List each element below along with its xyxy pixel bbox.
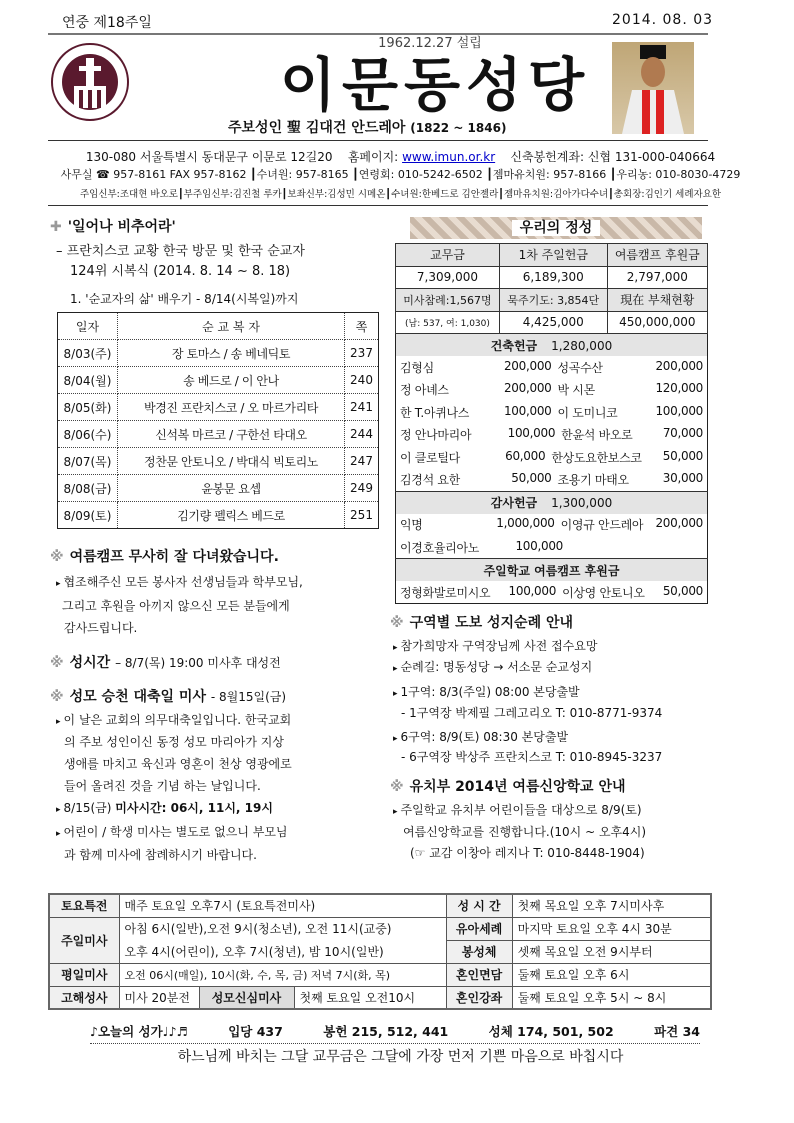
donor-name: 정 아녜스 [400, 383, 449, 398]
martyr-row [58, 367, 379, 394]
schedule-value: 둘째 토요일 오후 6시 [512, 963, 711, 986]
schedule-label: 혼인강좌 [446, 986, 512, 1009]
offering-section-header [396, 559, 708, 582]
donation-amount: 200,000 [655, 516, 703, 531]
offering-value: 6,189,300 [499, 266, 607, 289]
section-title-rise: ✚ '일어나 비추어라' [50, 219, 176, 235]
section-title-holy-hour: ※ 성시간 – 8/7(목) 19:00 미사후 대성전 [50, 655, 281, 671]
pilgrimage-text: ▸ 참가희망자 구역장님께 사전 접수요망 [393, 636, 597, 658]
assumption-text: 생애를 마치고 육신과 영혼이 천상 영광에로 [64, 757, 292, 771]
patron-portrait [612, 42, 694, 134]
hymn-communion: 성체 174, 501, 502 [488, 1024, 614, 1039]
donor-row [396, 514, 708, 537]
parish-logo [50, 42, 130, 122]
schedule-value: 오후 4시(어린이), 오후 7시(청년), 밤 10시(일반) [119, 940, 446, 963]
beatification-line: – 프란치스코 교황 한국 방문 및 한국 순교자 [56, 244, 305, 259]
homepage-label: 홈페이지: [347, 150, 399, 164]
offering-header: 교무금 [396, 244, 500, 267]
offering-section-total: 1,300,000 [551, 496, 613, 510]
section-title-kindergarten: ※ 유치부 2014년 여름신앙학교 안내 [390, 779, 626, 795]
offering-value: 2,797,000 [607, 266, 707, 289]
donation-amount [647, 539, 703, 556]
martyr-page: 241 [345, 394, 379, 421]
divider [48, 205, 708, 206]
donation-amount: 100,000 [507, 426, 556, 441]
parish-title: 이문동성당 [279, 51, 591, 119]
debt-value: 450,000,000 [607, 311, 707, 334]
martyr-names: 신석복 마르코 / 구한선 타대오 [118, 421, 345, 448]
rosary-value: 4,425,000 [499, 311, 607, 334]
martyr-date: 8/08(금) [58, 475, 118, 502]
martyr-study-item: 1. '순교자의 삶' 배우기 - 8/14(시복일)까지 [70, 292, 299, 306]
mass-schedule-table [48, 893, 712, 1010]
beatification-date: 124위 시복식 (2014. 8. 14 ~ 8. 18) [70, 264, 291, 279]
donor-name: 이 도미니코 [557, 405, 618, 420]
offering-table [395, 243, 708, 604]
col-header: 쪽 [345, 313, 379, 340]
offering-section-header [396, 334, 708, 357]
schedule-label: 봉성체 [446, 940, 512, 963]
martyr-names: 송 베드로 / 이 안나 [118, 367, 345, 394]
clergy-line: 주임신부:조대현 바오로┃부주임신부:김진철 루카┃보좌신부:김성민 시메온┃수녀원:한베드로 김안젤라┃젬마유치원:김아가다수녀┃총회장:김인기 세례자요한 [79, 189, 722, 200]
donor-name: 성곡수산 [557, 360, 603, 375]
hymn-line [90, 1022, 700, 1044]
offering-header: 1차 주일헌금 [499, 244, 607, 267]
section-title-assumption: ※ 성모 승천 대축일 미사 - 8월15일(금) [50, 689, 287, 705]
martyr-names: 정찬문 안토니오 / 박대식 빅토리노 [118, 448, 345, 475]
schedule-label: 고해성사 [49, 986, 119, 1009]
martyr-date: 8/05(화) [58, 394, 118, 421]
kindergarten-text: 여름신앙학교를 진행합니다.(10시 ~ 오후4시) [403, 825, 647, 839]
donation-amount: 50,000 [662, 583, 704, 598]
offering-section-label: 건축헌금 [490, 338, 538, 353]
offering-section-label: 주일학교 여름캠프 후원금 [483, 563, 620, 578]
schedule-label: 평일미사 [49, 963, 119, 986]
offering-section-label: 감사헌금 [490, 496, 538, 510]
attendance: 미사참례:1,567명 [396, 289, 500, 312]
hymn-offertory: 봉헌 215, 512, 441 [323, 1024, 449, 1039]
donor-name: 정형화발로미시오 [400, 585, 491, 600]
assumption-text: 의 주보 성인이신 동정 성모 마리아가 지상 [64, 735, 284, 749]
donation-amount: 1,000,000 [496, 516, 555, 531]
donor-row [396, 536, 708, 559]
donor-name: 이상영 안토니오 [562, 585, 645, 600]
donation-amount: 70,000 [662, 426, 704, 441]
martyr-page: 237 [345, 340, 379, 367]
contact-line-2: 사무실 ☎ 957-8161 FAX 957-8162 ┃수녀원: 957-8165 ┃연령회: 010-5242-6502 ┃젬마유치원: 957-8166 ┃우리농: 010-8030-4729 [60, 168, 741, 181]
contact-line-1 [48, 148, 753, 165]
schedule-label: 혼인면담 [446, 963, 512, 986]
schedule-value: 둘째 토요일 오후 5시 ~ 8시 [512, 986, 711, 1009]
offering-section-total: 1,280,000 [551, 338, 613, 353]
martyr-date: 8/03(주) [58, 340, 118, 367]
donor-name [563, 539, 647, 556]
schedule-value: 아침 6시(일반),오전 9시(청소년), 오전 11시(교중) [119, 917, 446, 940]
donor-name: 이 클로틸다 [400, 450, 460, 465]
martyr-row [58, 421, 379, 448]
donation-amount: 200,000 [503, 358, 552, 373]
martyr-date: 8/06(수) [58, 421, 118, 448]
donation-amount: 200,000 [503, 381, 552, 396]
asterisk-icon: ※ [390, 615, 404, 631]
donation-amount: 100,000 [508, 583, 557, 598]
donor-name: 익명 [400, 518, 423, 533]
col-header: 일자 [58, 313, 118, 340]
asterisk-icon: ※ [50, 549, 64, 565]
donor-row [396, 401, 708, 424]
martyr-date: 8/04(월) [58, 367, 118, 394]
donor-name: 조용기 마태오 [557, 473, 629, 487]
camp-text: 감사드립니다. [64, 621, 138, 635]
donor-name: 한윤석 바오로 [561, 428, 633, 443]
assumption-text: 들어 올려진 것을 기념 하는 날입니다. [64, 779, 261, 793]
martyr-names: 김기량 펠릭스 베드로 [118, 502, 345, 529]
donation-amount: 100,000 [503, 403, 552, 418]
martyr-row [58, 475, 379, 502]
martyr-page: 251 [345, 502, 379, 529]
donor-row [396, 356, 708, 379]
martyr-row [58, 448, 379, 475]
donor-row [396, 581, 708, 604]
patron-saint [228, 119, 506, 137]
donor-row [396, 379, 708, 402]
assumption-mass-times: ▸ 8/15(금) 미사시간: 06시, 11시, 19시 [56, 798, 273, 820]
offering-header: 여름캠프 후원금 [607, 244, 707, 267]
donor-row [396, 446, 708, 469]
schedule-label: 유아세례 [446, 917, 512, 940]
week-label: 연중 제18주일 [62, 15, 152, 31]
donation-amount: 50,000 [511, 471, 552, 485]
martyr-row [58, 502, 379, 529]
hymn-recessional: 파견 34 [654, 1024, 700, 1039]
martyr-page: 244 [345, 421, 379, 448]
hymn-entrance: 입당 437 [228, 1024, 283, 1039]
homepage-link[interactable]: www.imun.or.kr [402, 150, 496, 164]
donor-name: 한상도요한보스코 [551, 450, 642, 465]
cross-icon: ✚ [50, 219, 62, 235]
pilgrimage-text: ▸ 순례길: 명동성당 → 서소문 순교성지 [393, 657, 592, 679]
assumption-note: ▸ 어린이 / 학생 미사는 별도로 없으니 부모님 [56, 822, 288, 844]
martyr-names: 장 토마스 / 송 베네딕토 [118, 340, 345, 367]
account-number: 신축봉헌계좌: 신협 131-000-040664 [510, 150, 716, 164]
martyr-names: 박경진 프란치스코 / 오 마르가리타 [118, 394, 345, 421]
founded-date: 1962.12.27 설립 [378, 36, 482, 51]
debt-label: 現在 부채현황 [607, 289, 707, 312]
patron-name: 주보성인 聖 김대건 안드레아 [228, 120, 406, 136]
divider [48, 33, 708, 35]
donation-amount: 100,000 [655, 403, 703, 418]
donation-amount: 30,000 [662, 471, 703, 485]
martyrs-table [57, 312, 379, 529]
schedule-label: 성모신심미사 [199, 986, 294, 1009]
col-header: 순 교 복 자 [118, 313, 345, 340]
asterisk-icon: ※ [390, 779, 404, 795]
donor-row [396, 424, 708, 447]
donor-name: 한 T.아퀴나스 [400, 405, 470, 420]
martyr-date: 8/07(목) [58, 448, 118, 475]
patron-years: (1822 ~ 1846) [410, 121, 507, 135]
donor-name: 김경석 요한 [400, 473, 460, 487]
martyr-page: 240 [345, 367, 379, 394]
donation-amount: 200,000 [655, 358, 703, 373]
divider [48, 140, 708, 141]
donor-name: 이영규 안드레아 [560, 518, 644, 533]
offering-value: 7,309,000 [396, 266, 500, 289]
camp-text: 그리고 후원을 아끼지 않으신 모든 분들에게 [62, 599, 290, 613]
schedule-value: 미사 20분전 [119, 986, 199, 1009]
section-title-camp: ※ 여름캠프 무사히 잘 다녀왔습니다. [50, 549, 279, 565]
offering-section-header [396, 491, 708, 514]
schedule-value: 오전 06시(매일), 10시(화, 수, 목, 금) 저녁 7시(화, 목) [119, 963, 446, 986]
kindergarten-contact: (☞ 교감 이창아 레지나 T: 010-8448-1904) [410, 846, 645, 860]
schedule-value: 첫째 목요일 오후 7시미사후 [512, 894, 711, 917]
donation-amount: 100,000 [515, 538, 563, 553]
donation-amount: 120,000 [655, 381, 703, 396]
donation-amount: 60,000 [505, 448, 546, 463]
camp-text: ▸ 협조해주신 모든 봉사자 선생님들과 학부모님, [56, 572, 303, 594]
closing-motto: 하느님께 바치는 그달 교무금은 그달에 가장 먼저 기쁜 마음으로 바칩시다 [177, 1049, 624, 1065]
section-title-pilgrimage: ※ 구역별 도보 성지순례 안내 [390, 615, 574, 631]
rosary-count: 묵주기도: 3,854단 [499, 289, 607, 312]
schedule-label: 성 시 간 [446, 894, 512, 917]
offering-banner: 우리의 정성 [410, 217, 702, 239]
schedule-label: 주일미사 [49, 917, 119, 963]
martyr-page: 249 [345, 475, 379, 502]
schedule-value: 마지막 토요일 오후 4시 30분 [512, 917, 711, 940]
assumption-note: 과 함께 미사에 참례하시기 바랍니다. [64, 848, 257, 862]
zone6-leader: - 6구역장 박상주 프란치스코 T: 010-8945-3237 [401, 750, 663, 764]
martyr-date: 8/09(토) [58, 502, 118, 529]
zone6-schedule: ▸ 6구역: 8/9(토) 08:30 본당출발 [393, 727, 568, 749]
schedule-label: 토요특전 [49, 894, 119, 917]
donor-row [396, 469, 708, 492]
assumption-text: ▸ 이 날은 교회의 의무대축일입니다. 한국교회 [56, 710, 291, 732]
bulletin-date: 2014. 08. 03 [612, 12, 714, 28]
schedule-value: 셋째 목요일 오전 9시부터 [512, 940, 711, 963]
address: 130-080 서울특별시 동대문구 이문로 12길20 [85, 150, 333, 164]
schedule-value: 매주 토요일 오후7시 (토요특전미사) [119, 894, 446, 917]
donor-name: 이경호율리아노 [400, 540, 480, 555]
martyr-row [58, 394, 379, 421]
asterisk-icon: ※ [50, 655, 64, 671]
martyr-page: 247 [345, 448, 379, 475]
hymn-label: ♪오늘의 성가♩♪♬ [90, 1024, 188, 1039]
donor-name: 김형심 [400, 360, 434, 375]
attendance-breakdown: (남: 537, 여: 1,030) [396, 311, 500, 334]
donation-amount: 50,000 [662, 448, 703, 463]
zone1-leader: - 1구역장 박제필 그레고리오 T: 010-8771-9374 [401, 706, 663, 720]
martyr-row [58, 340, 379, 367]
martyr-names: 윤봉문 요셉 [118, 475, 345, 502]
kindergarten-text: ▸ 주일학교 유치부 어린이들을 대상으로 8/9(토) [393, 800, 642, 822]
asterisk-icon: ※ [50, 689, 64, 705]
donor-name: 정 안나마리아 [400, 428, 472, 443]
donor-name: 박 시몬 [557, 383, 595, 398]
zone1-schedule: ▸ 1구역: 8/3(주일) 08:00 본당출발 [393, 682, 580, 704]
schedule-value: 첫째 토요일 오전10시 [294, 986, 446, 1009]
